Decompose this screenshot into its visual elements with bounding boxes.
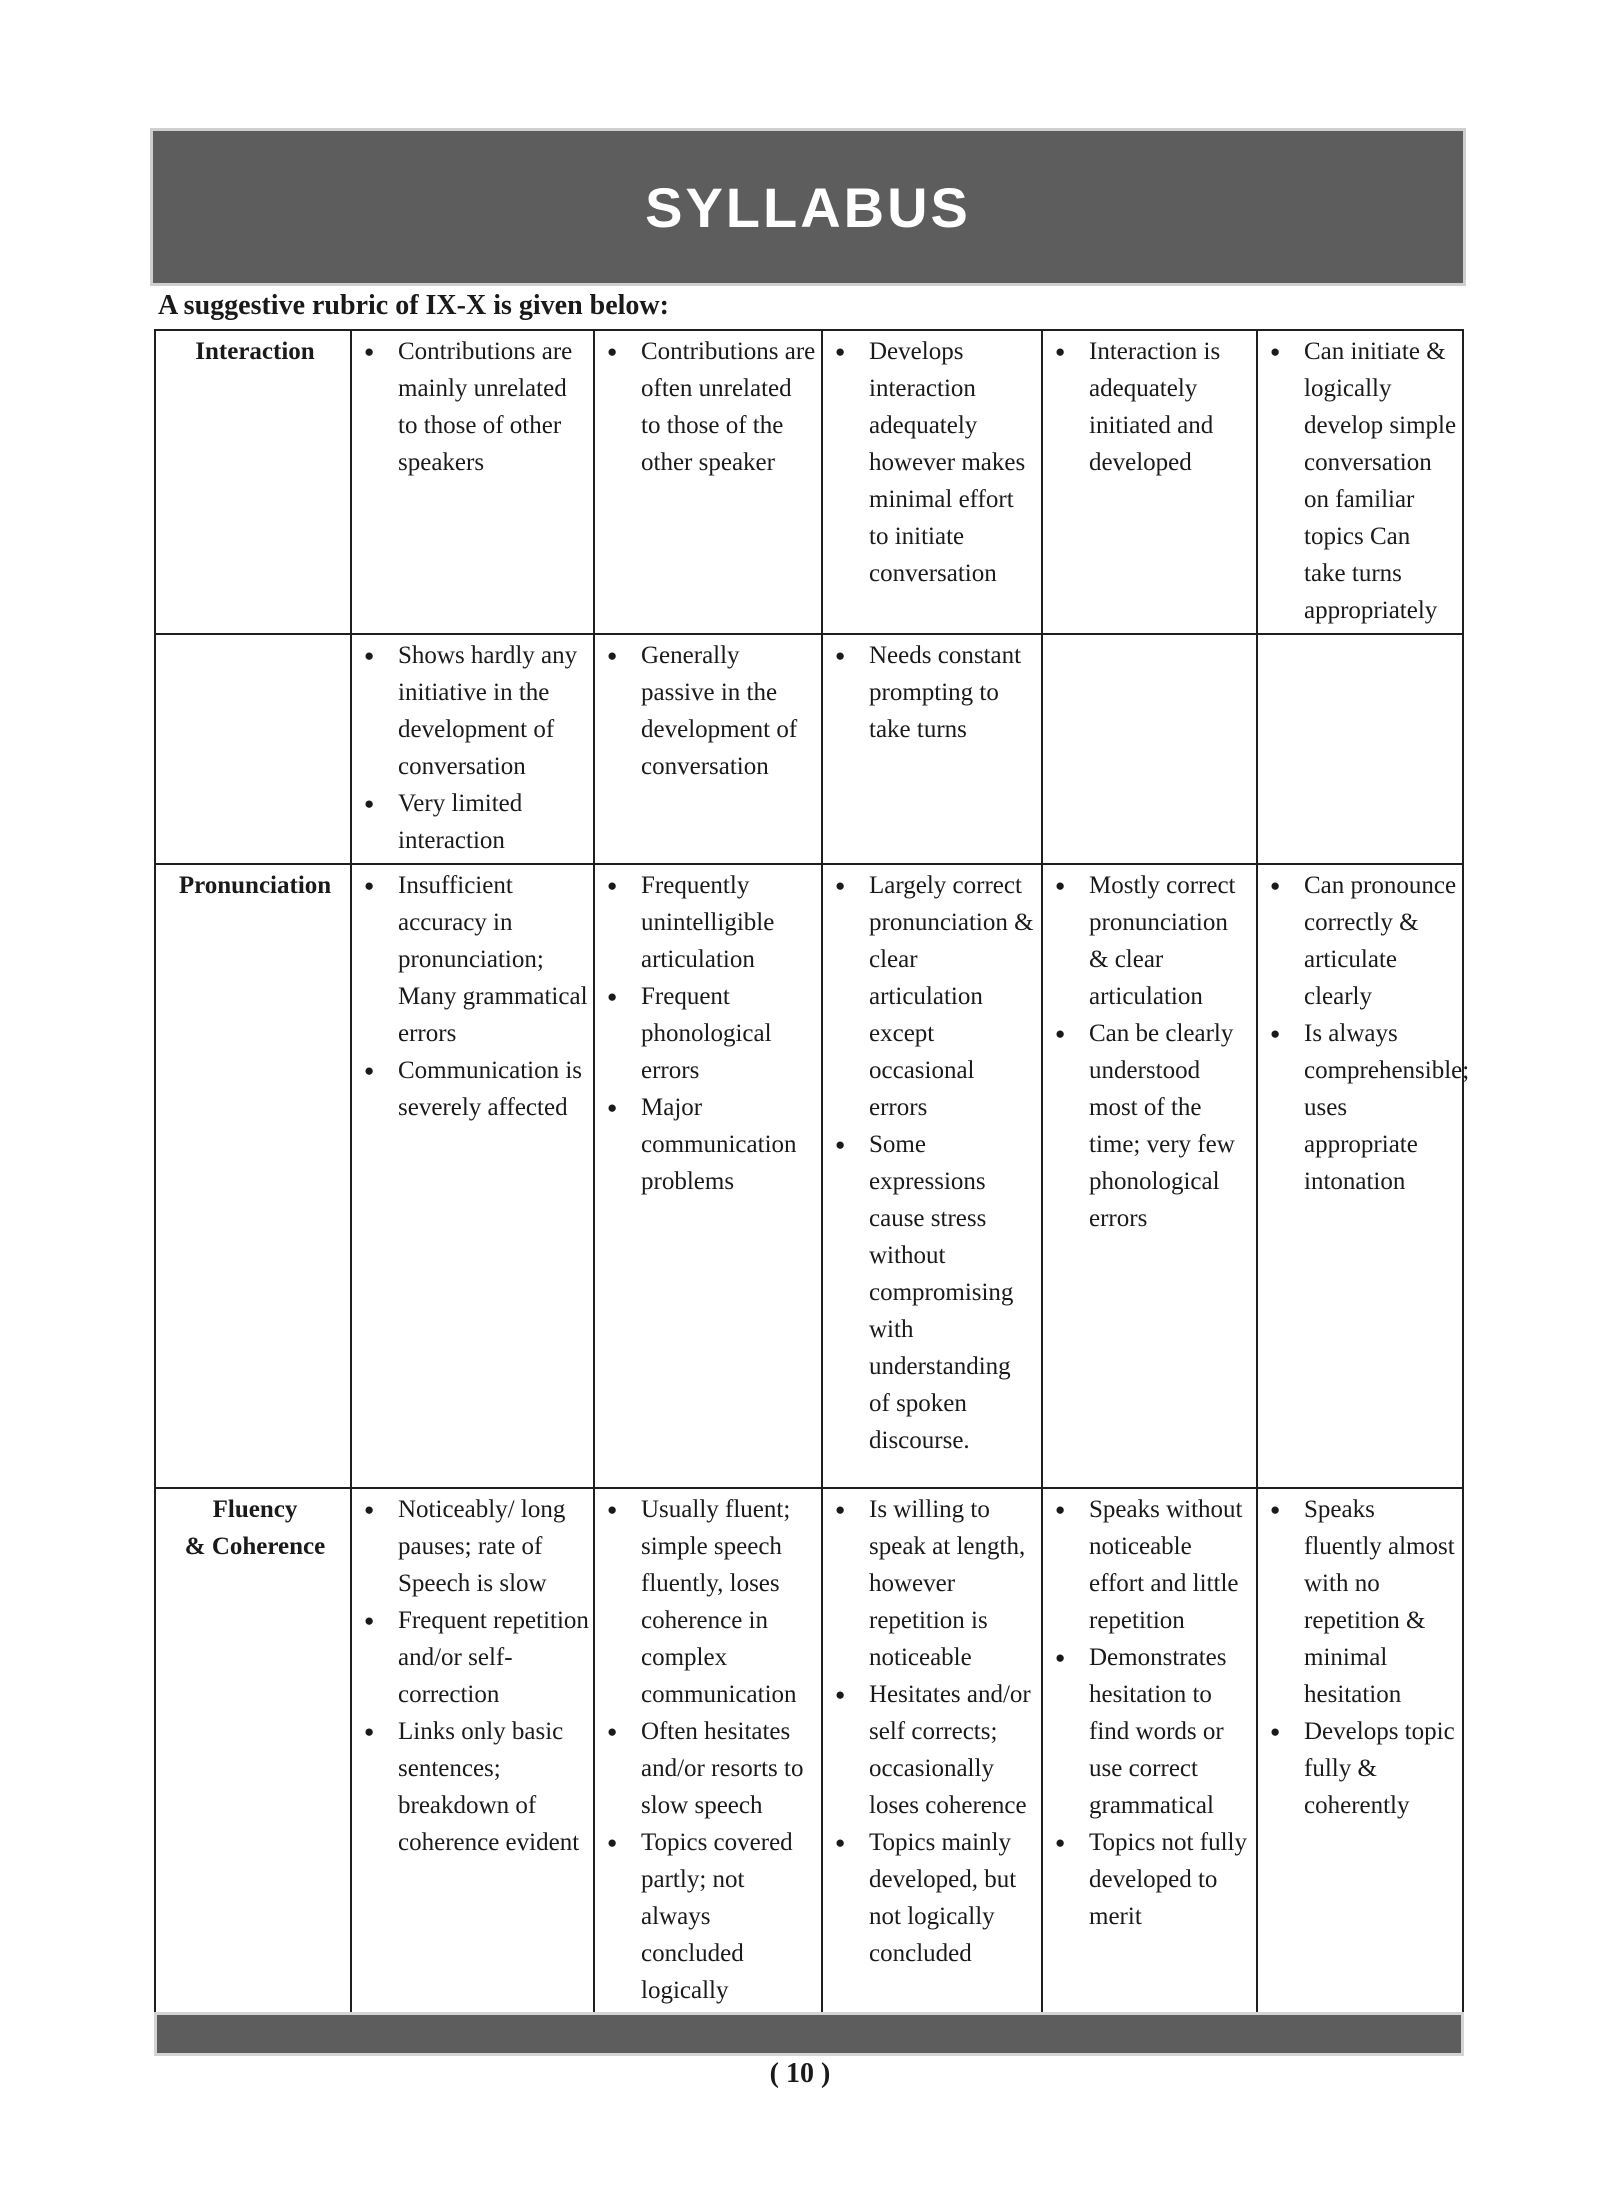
criterion-cell [155, 864, 351, 1488]
descriptor-item: ● Can pronounce correctly & articulate clearly [1266, 867, 1458, 1015]
descriptor-list [831, 1491, 1037, 1972]
descriptor-item: ● Is willing to speak at length, however repetition is noticeable [831, 1491, 1037, 1676]
rubric-row [155, 634, 1463, 864]
descriptor-item: ● Insufficient accuracy in pronunciation; Many grammatical errors [360, 867, 589, 1052]
descriptor-item: ● Demonstrates hesitation to find words or use correct grammatical [1051, 1639, 1252, 1824]
criterion-cell [155, 330, 351, 634]
descriptor-item: ● Usually fluent; simple speech fluently, loses coherence in complex communication [603, 1491, 817, 1713]
header-band [150, 128, 1466, 286]
descriptor-item: ● Shows hardly any initiative in the development of conversation [360, 637, 589, 785]
descriptor-cell [1042, 634, 1257, 864]
descriptor-cell [1257, 330, 1463, 634]
descriptor-item: ● Topics mainly developed, but not logically concluded [831, 1824, 1037, 1972]
descriptor-item: ● Can be clearly understood most of the time; very few phonological errors [1051, 1015, 1252, 1237]
descriptor-list [603, 333, 817, 481]
descriptor-cell [1042, 330, 1257, 634]
descriptor-item: ● Links only basic sentences; breakdown of coherence evident [360, 1713, 589, 1861]
descriptor-list [1266, 333, 1458, 629]
descriptor-item: ● Frequently unintelligible articulation [603, 867, 817, 978]
descriptor-cell [351, 864, 594, 1488]
descriptor-cell [351, 1488, 594, 2044]
descriptor-item: ● Frequent repetition and/or self-correction [360, 1602, 589, 1713]
descriptor-cell [1257, 864, 1470, 1488]
descriptor-item: ● Communication is severely affected [360, 1052, 589, 1126]
descriptor-item: ● Frequent phonological errors [603, 978, 817, 1089]
page-number: ( 10 ) [769, 2058, 831, 2089]
criterion-label: & Coherence [184, 1533, 326, 1560]
descriptor-list [360, 1491, 589, 1861]
descriptor-list [1051, 867, 1252, 1237]
descriptor-list [1051, 1491, 1252, 1935]
descriptor-item: ● Develops interaction adequately however makes minimal effort to initiate conversation [831, 333, 1037, 592]
descriptor-cell [1042, 1488, 1257, 2044]
rubric-table [154, 329, 1470, 2046]
descriptor-list [360, 637, 589, 859]
descriptor-cell [1257, 634, 1463, 864]
criterion-label: Pronunciation [178, 872, 332, 899]
descriptor-cell [822, 330, 1042, 634]
descriptor-cell [1042, 864, 1257, 1488]
descriptor-list [1266, 1491, 1458, 1824]
descriptor-item: ● Hesitates and/or self corrects; occasionally loses coherence [831, 1676, 1037, 1824]
descriptor-cell [594, 634, 822, 864]
descriptor-item: ● Contributions are often unrelated to those of the other speaker [603, 333, 817, 481]
descriptor-list [1266, 867, 1470, 1200]
rubric-intro: A suggestive rubric of IX-X is given below: [158, 290, 669, 321]
descriptor-item: ● Some expressions cause stress without compromising with understanding of spoken discourse. [831, 1126, 1037, 1459]
descriptor-item: ● Interaction is adequately initiated and developed [1051, 333, 1252, 481]
rubric-row [155, 330, 1463, 634]
rubric-row [155, 1488, 1463, 2044]
descriptor-item: ● Largely correct pronunciation & clear articulation except occasional errors [831, 867, 1037, 1126]
descriptor-list [360, 333, 589, 481]
descriptor-list [831, 637, 1037, 748]
descriptor-item: ● Develops topic fully & coherently [1266, 1713, 1458, 1824]
descriptor-cell [822, 1488, 1042, 2044]
descriptor-cell [594, 864, 822, 1488]
descriptor-item: ● Major communication problems [603, 1089, 817, 1200]
descriptor-cell [351, 330, 594, 634]
descriptor-item: ● Can initiate & logically develop simple conversation on familiar topics Can take turns appropriately [1266, 333, 1458, 629]
descriptor-list [831, 867, 1037, 1459]
descriptor-item: ● Is always comprehensible; uses appropriate intonation [1266, 1015, 1458, 1200]
criterion-cell [155, 634, 351, 864]
descriptor-cell [1257, 1488, 1463, 2044]
descriptor-item: ● Topics covered partly; not always concluded logically [603, 1824, 817, 2009]
descriptor-item: ● Very limited interaction [360, 785, 589, 859]
descriptor-cell [351, 634, 594, 864]
criterion-cell [155, 1488, 351, 2044]
descriptor-list [603, 637, 817, 785]
descriptor-cell [822, 634, 1042, 864]
descriptor-item: ● Needs constant prompting to take turns [831, 637, 1037, 748]
descriptor-list [603, 867, 817, 1200]
descriptor-list [360, 867, 589, 1126]
descriptor-item: ● Speaks fluently almost with no repetition & minimal hesitation [1266, 1491, 1458, 1713]
descriptor-item: ● Often hesitates and/or resorts to slow speech [603, 1713, 817, 1824]
descriptor-item: ● Generally passive in the development of conversation [603, 637, 817, 785]
descriptor-list [603, 1491, 817, 2009]
descriptor-item: ● Topics not fully developed to merit [1051, 1824, 1252, 1935]
criterion-label: Interaction [195, 338, 315, 365]
footer-band [154, 2012, 1464, 2056]
descriptor-cell [822, 864, 1042, 1488]
descriptor-cell [594, 1488, 822, 2044]
descriptor-item: ● Contributions are mainly unrelated to those of other speakers [360, 333, 589, 481]
descriptor-item: ● Speaks without noticeable effort and little repetition [1051, 1491, 1252, 1639]
descriptor-list [1051, 333, 1252, 481]
descriptor-list [831, 333, 1037, 592]
descriptor-item: ● Noticeably/ long pauses; rate of Speech is slow [360, 1491, 589, 1602]
descriptor-cell [594, 330, 822, 634]
criterion-label: Fluency [212, 1496, 298, 1523]
rubric-row [155, 864, 1463, 1488]
descriptor-item: ● Mostly correct pronunciation & clear articulation [1051, 867, 1252, 1015]
page-title: SYLLABUS [645, 175, 971, 239]
